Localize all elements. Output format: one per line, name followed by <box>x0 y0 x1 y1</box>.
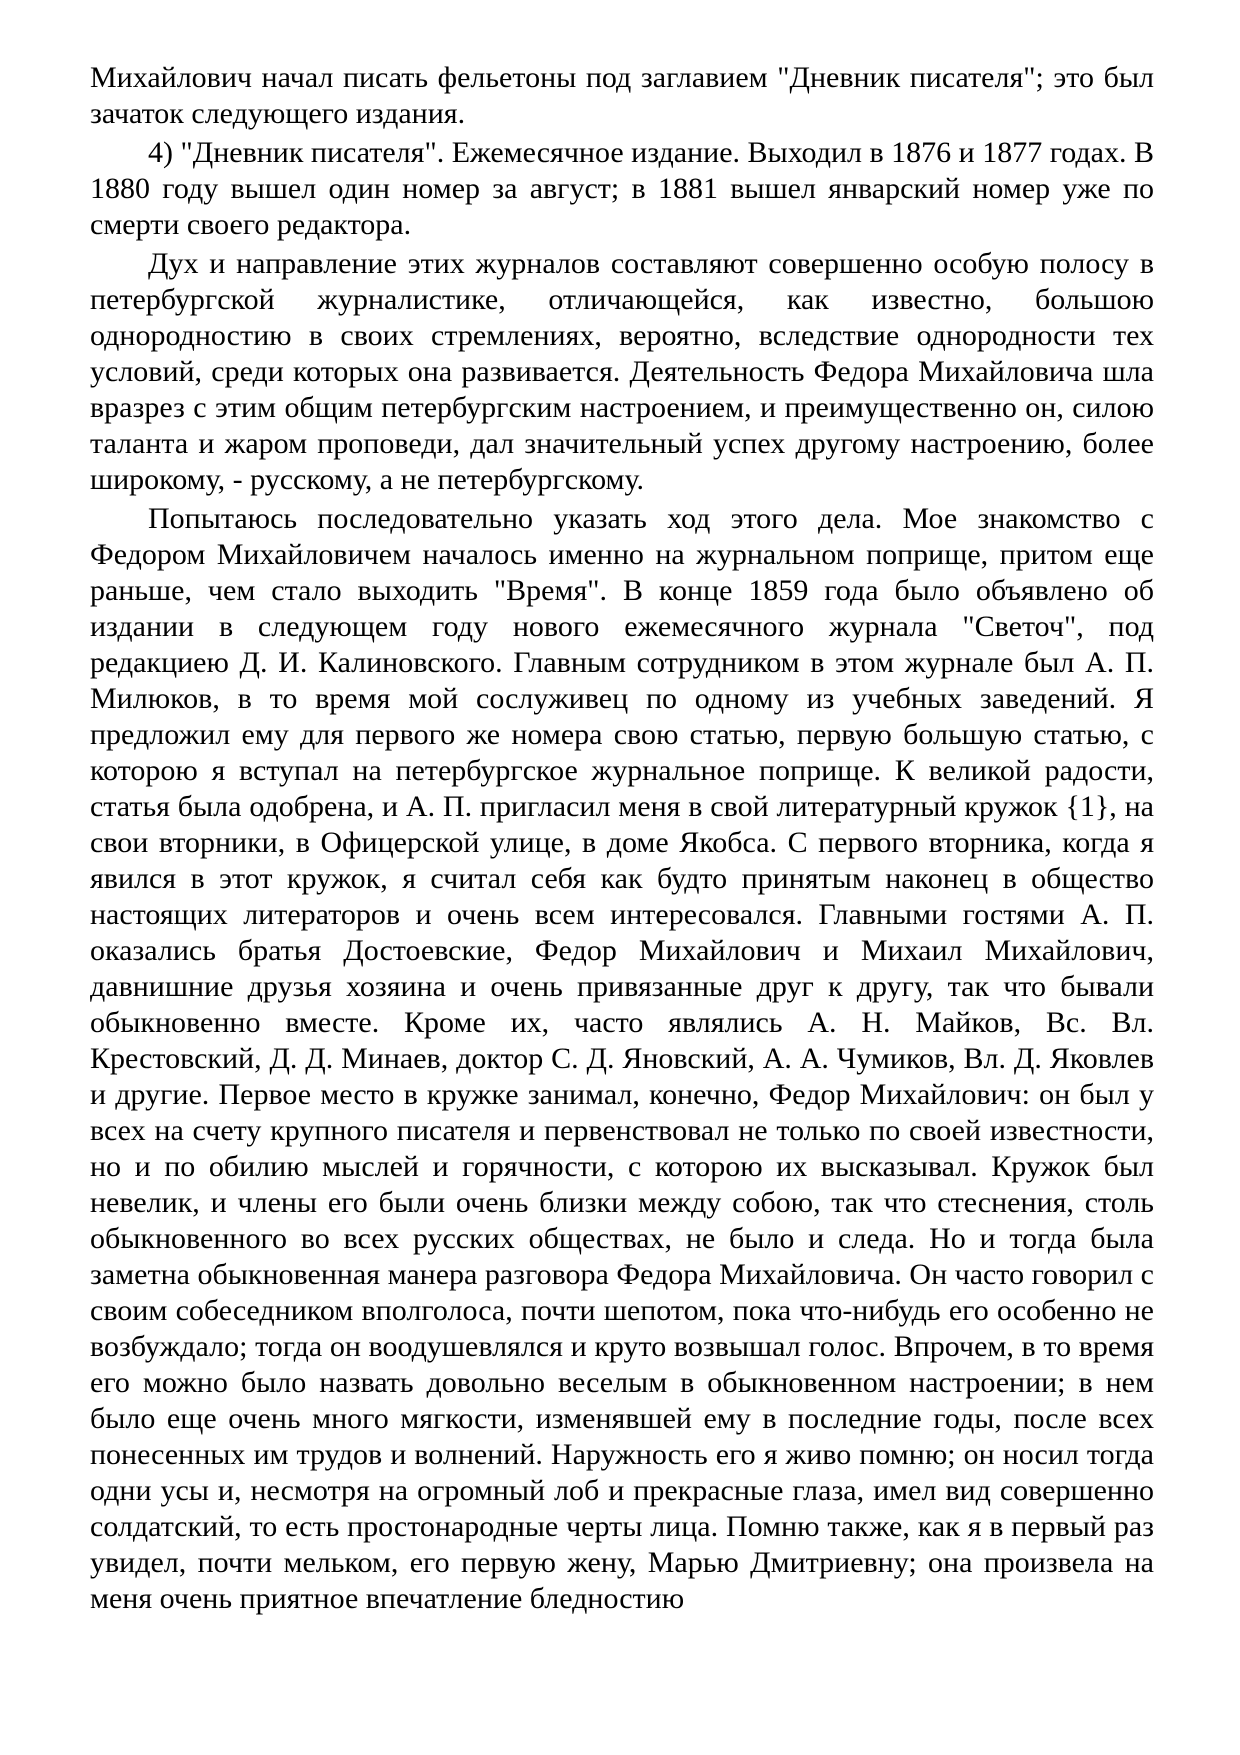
paragraph-1: Михайлович начал писать фельетоны под заглавием "Дневник писателя"; это был зачаток следующего издания. <box>90 61 1154 130</box>
paragraph-3: Дух и направление этих журналов составляют совершенно особую полосу в петербургской журналистике, отличающейся, как известно, большою однородностию в своих стремлениях, вероятно, вследствие однородности тех условий, среди которых она развивается. Деятельность Федора Михайловича шла вразрез с этим общим петербургским настроением, и преимущественно он, силою таланта и жаром проповеди, дал значительный успех другому настроению, более широкому, - русскому, а не петербургскому. <box>90 247 1154 496</box>
paragraph-2: 4) "Дневник писателя". Ежемесячное издание. Выходил в 1876 и 1877 годах. В 1880 году вышел один номер за август; в 1881 вышел январский номер уже по смерти своего редактора. <box>90 136 1154 241</box>
paragraph-4: Попытаюсь последовательно указать ход этого дела. Мое знакомство с Федором Михайловичем началось именно на журнальном поприще, притом еще раньше, чем стало выходить "Время". В конце 1859 года было объявлено об издании в следующем году нового ежемесячного журнала "Светоч", под редакциею Д. И. Калиновского. Главным сотрудником в этом журнале был А. П. Милюков, в то время мой сослуживец по одному из учебных заведений. Я предложил ему для первого же номера свою статью, первую большую статью, с которою я вступал на петербургское журнальное поприще. К великой радости, статья была одобрена, и А. П. пригласил меня в свой литературный кружок {1}, на свои вторники, в Офицерской улице, в доме Якобса. С первого вторника, когда я явился в этот кружок, я считал себя как будто принятым наконец в общество настоящих литераторов и очень всем интересовался. Главными гостями А. П. оказались братья Достоевские, Федор Михайлович и Михаил Михайлович, давнишние друзья хозяина и очень привязанные друг к другу, так что бывали обыкновенно вместе. Кроме их, часто являлись А. Н. Майков, Вс. Вл. Крестовский, Д. Д. Минаев, доктор С. Д. Яновский, А. А. Чумиков, Вл. Д. Яковлев и другие. Первое место в кружке занимал, конечно, Федор Михайлович: он был у всех на счету крупного писателя и первенствовал не только по своей известности, но и по обилию мыслей и горячности, с которою их высказывал. Кружок был невелик, и члены его были очень близки между собою, так что стеснения, столь обыкновенного во всех русских обществах, не было и следа. Но и тогда была заметна обыкновенная манера разговора Федора Михайловича. Он часто говорил с своим собеседником вполголоса, почти шепотом, пока что-нибудь его особенно не возбуждало; тогда он воодушевлялся и круто возвышал голос. Впрочем, в то время его можно было назвать довольно веселым в обыкновенном настроении; в нем было еще очень много мягкости, изменявшей ему в последние годы, после всех понесенных им трудов и волнений. Наружность его я живо помню; он носил тогда одни усы и, несмотря на огромный лоб и прекрасные глаза, имел вид совершенно солдатский, то есть простонародные черты лица. Помню также, как я в первый раз увидел, почти мельком, его первую жену, Марью Дмитриевну; она произвела на меня очень приятное впечатление бледностию <box>90 502 1154 1615</box>
document-page <box>90 60 1154 1620</box>
